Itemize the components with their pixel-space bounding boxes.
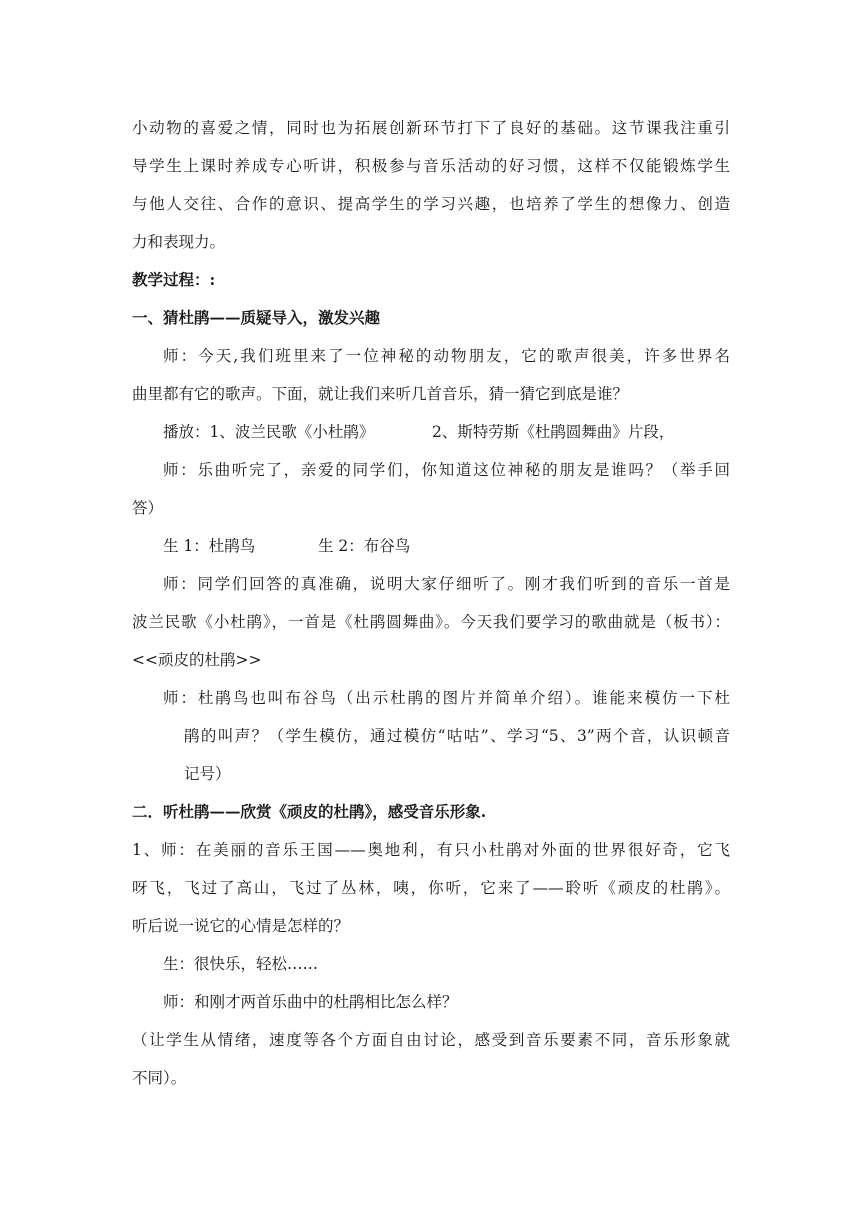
intro-line-2: 导学生上课时养成专心听讲，积极参与音乐活动的好习惯，这样不仅能锻炼学生 (132, 157, 730, 175)
intro-line-4: 力和表现力。 (132, 233, 226, 251)
intro-line-3: 与他人交往、合作的意识、提高学生的学习兴趣，也培养了学生的想像力、创造 (132, 195, 730, 213)
s1-student-answer-1: 生 1：杜鹃鸟 (163, 537, 256, 555)
s2-p1-line-1: 1、师：在美丽的音乐王国——奥地利，有只小杜鹃对外面的世界很好奇，它飞 (132, 841, 730, 859)
s1-p1-line-2: 曲里都有它的歌声。下面，就让我们来听几首音乐，猜一猜它到底是谁？ (132, 385, 629, 403)
s1-p1-line-1: 师：今天,我们班里来了一位神秘的动物朋友，它的歌声很美，许多世界名 (163, 347, 730, 365)
s2-p1-line-2: 呀飞，飞过了高山，飞过了丛林，咦，你听，它来了——聆听《顽皮的杜鹃》。 (132, 879, 730, 897)
s1-p4-line-1: 师：杜鹃鸟也叫布谷鸟（出示杜鹃的图片并简单介绍）。谁能来模仿一下杜 (163, 689, 730, 707)
s2-student-answer: 生：很快乐，轻松…… (163, 955, 319, 973)
s1-p3-line-2: 波兰民歌《小杜鹃》，一首是《杜鹃圆舞曲》。今天我们要学习的歌曲就是（板书）： (132, 613, 730, 631)
s1-play-item-2: 2、斯特劳斯《杜鹃圆舞曲》片段， (432, 423, 675, 441)
process-heading: 教学过程：: (132, 270, 216, 289)
s1-play-item-1: 播放：1、波兰民歌《小杜鹃》 (163, 423, 375, 441)
s1-p3-line-3: <<顽皮的杜鹃>> (132, 651, 262, 669)
s2-note-line-1: （让学生从情绪，速度等各个方面自由讨论，感受到音乐要素不同，音乐形象就 (132, 1031, 730, 1049)
intro-line-1: 小动物的喜爱之情，同时也为拓展创新环节打下了良好的基础。这节课我注重引 (132, 119, 730, 137)
section-2-heading: 二．听杜鹃——欣赏《顽皮的杜鹃》，感受音乐形象. (132, 802, 487, 821)
s1-p2-line-2: 答） (132, 499, 164, 517)
section-1-heading: 一、猜杜鹃——质疑导入，激发兴趣 (132, 308, 381, 327)
s2-note-line-2: 不同）。 (132, 1069, 187, 1087)
s2-teacher-question: 师：和刚才两首乐曲中的杜鹃相比怎么样？ (163, 993, 458, 1011)
s1-p3-line-1: 师：同学们回答的真准确，说明大家仔细听了。刚才我们听到的音乐一首是 (163, 575, 730, 593)
s1-p2-line-1: 师：乐曲听完了，亲爱的同学们，你知道这位神秘的朋友是谁吗？（举手回 (163, 461, 730, 479)
s1-student-answer-2: 生 2：布谷鸟 (318, 537, 411, 555)
s1-p4-line-2: 鹃的叫声？（学生模仿，通过模仿“咕咕”、学习“5、3”两个音，认识顿音 (184, 727, 730, 745)
s2-p1-line-3: 听后说一说它的心情是怎样的？ (132, 917, 350, 935)
s1-p4-line-3: 记号） (184, 765, 231, 783)
